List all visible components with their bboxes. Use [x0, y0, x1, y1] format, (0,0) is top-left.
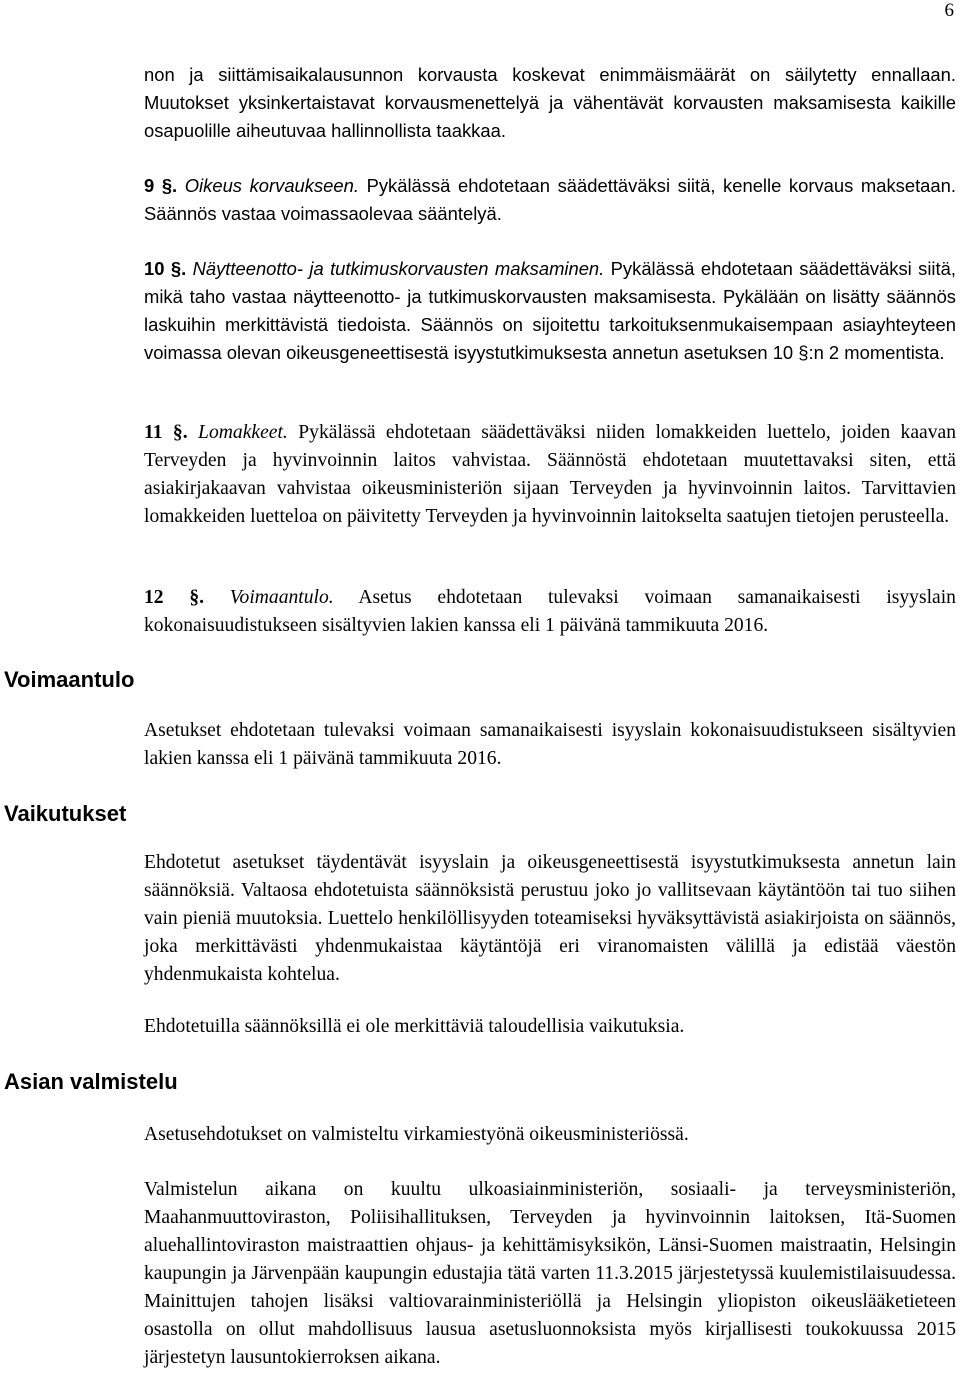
section-title: Oikeus korvaukseen.: [184, 175, 359, 196]
section-number: 9 §.: [144, 175, 178, 196]
paragraph-section-12: [144, 584, 956, 640]
section-number: 10 §.: [144, 258, 187, 279]
side-heading-vaikutukset: Vaikutukset: [4, 801, 127, 826]
section-text: Pykälässä ehdotetaan säädettäväksi siitä, mikä taho vastaa näytteenotto- ja tutkimuskorvausten maksamisesta. Pykälään on lisätty säännös laskuihin merkittävistä tiedoista. Säännös on sijoitettu tarkoituksenmukaisempaan asiayhteyteen voimassa olevan oikeusgeneettisestä isyystutkimuksesta annetun asetuksen 10 §:n 2 momentista.: [144, 258, 956, 363]
section-text: Asetus ehdotetaan tulevaksi voimaan samanaikaisesti isyyslain kokonaisuudistukseen sisältyvien lakien kanssa eli 1 päivänä tammikuuta 2016.: [144, 587, 956, 636]
section-title: Voimaantulo.: [229, 587, 334, 608]
page-number: 6: [944, 0, 954, 21]
paragraph-section-10: [144, 255, 956, 367]
paragraph-valmistelu-1: Asetusehdotukset on valmisteltu virkamiestyönä oikeusministeriössä.: [144, 1124, 689, 1145]
side-heading-voimaantulo: Voimaantulo: [4, 667, 135, 692]
paragraph-section-11: [144, 419, 956, 531]
section-text: Pykälässä ehdotetaan säädettäväksi siitä, kenelle korvaus maksetaan. Säännös vastaa voimassaolevaa sääntelyä.: [144, 175, 956, 224]
section-number: 11 §.: [144, 422, 188, 443]
side-heading-asian-valmistelu: Asian valmistelu: [4, 1069, 178, 1094]
paragraph-vaikutukset-2: Ehdotetuilla säännöksillä ei ole merkittäviä taloudellisia vaikutuksia.: [144, 1016, 685, 1037]
section-title: Näytteenotto- ja tutkimuskorvausten maksaminen.: [192, 258, 605, 279]
paragraph-valmistelu-2: Valmistelun aikana on kuultu ulkoasiainministeriön, sosiaali- ja terveysministeriön, Maahanmuuttoviraston, Poliisihallituksen, Terveyden ja hyvinvoinnin laitoksen, Itä-Suomen aluehallintoviraston maistraattien ohjaus- ja kehittämisyksikön, Länsi-Suomen maistraatin, Helsingin kaupungin ja Järvenpään kaupungin edustajia tätä varten 11.3.2015 järjestetyssä kuulemistilaisuudessa. Mainittujen tahojen lisäksi valtiovarainministeriöllä ja Helsingin yliopiston oikeuslääketieteen osastolla on ollut mahdollisuus lausua asetusluonnoksista myös kirjallisesti toukokuussa 2015 järjestetyn lausuntokierroksen aikana.: [144, 1179, 956, 1368]
paragraph-section-9: [144, 172, 956, 228]
section-title: Lomakkeet.: [198, 422, 288, 443]
paragraph-vaikutukset-1: Ehdotetut asetukset täydentävät isyyslain ja oikeusgeneettisestä isyystutkimuksesta annetun lain säännöksiä. Valtaosa ehdotetuista säännöksistä perustuu joko jo vallitsevaan käytäntöön tai tuo siihen vain pieniä muutoksia. Luettelo henkilöllisyyden toteamiseksi hyväksyttävistä asiakirjoista on säännös, joka merkittävästi yhdenmukaistaa käytäntöjä eri viranomaisten välillä ja edistää väestön yhdenmukaista kohtelua.: [144, 852, 956, 985]
section-text: Pykälässä ehdotetaan säädettäväksi niiden lomakkeiden luettelo, joiden kaavan Terveyden ja hyvinvoinnin laitos vahvistaa. Säännöstä ehdotetaan muutettavaksi siten, että asiakirjakaavan vahvistaa oikeusministeriön sijaan Terveyden ja hyvinvoinnin laitos. Tarvittavien lomakkeiden luetteloa on päivitetty Terveyden ja hyvinvoinnin laitokselta saatujen tietojen perusteella.: [144, 422, 957, 527]
paragraph-section-8-continuation: non ja siittämisaikalausunnon korvausta koskevat enimmäismäärät on säilytetty ennallaan. Muutokset yksinkertaistavat korvausmenettelyä ja vähentävät korvausten maksamisesta kaikille osapuolille aiheutuvaa hallinnollista taakkaa.: [144, 64, 956, 141]
section-number: 12 §.: [144, 587, 205, 608]
paragraph-voimaantulo: Asetukset ehdotetaan tulevaksi voimaan samanaikaisesti isyyslain kokonaisuudistukseen sisältyvien lakien kanssa eli 1 päivänä tammikuuta 2016.: [144, 720, 956, 769]
